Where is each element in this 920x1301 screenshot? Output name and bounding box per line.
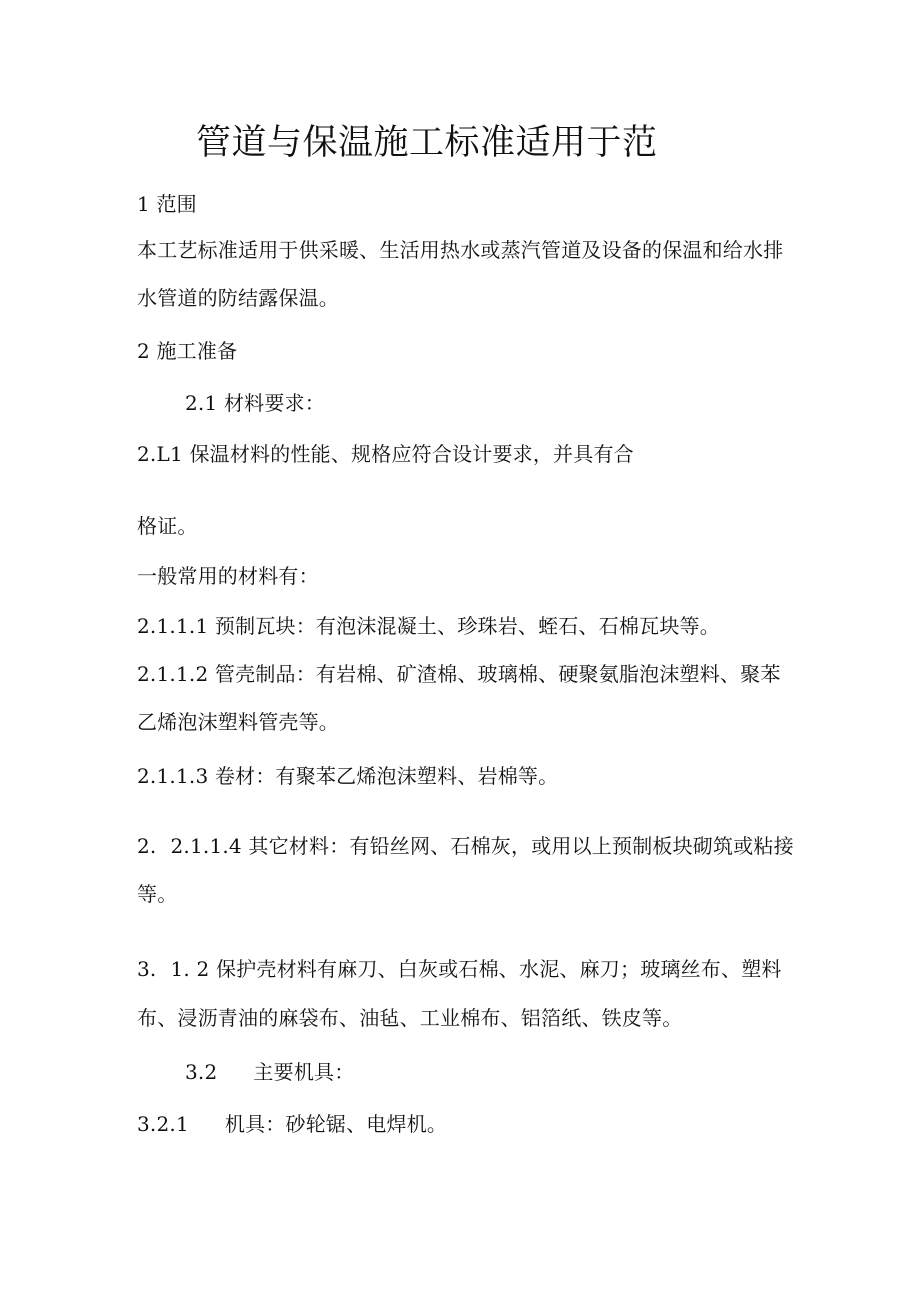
subsection-heading-tools	[185, 1058, 354, 1086]
paragraph-line: 水管道的防结露保温。	[137, 286, 339, 310]
paragraph-line: 布、浸沥青油的麻袋布、油毡、工业棉布、铝箔纸、铁皮等。	[137, 1006, 683, 1030]
list-text: 2.1.1.4 其它材料：有铅丝网、石棉灰，或用以上预制板块砌筑或粘接	[170, 834, 794, 858]
list-item-numbered	[137, 955, 782, 983]
list-item-numbered	[137, 1110, 447, 1138]
list-item: 2.1.1.3 卷材：有聚苯乙烯泡沫塑料、岩棉等。	[137, 764, 559, 788]
paragraph-line: 一般常用的材料有：	[137, 564, 319, 588]
subsection-heading-materials: 2.1 材料要求：	[185, 391, 325, 415]
section-heading-scope: 1 范围	[137, 192, 197, 216]
list-number: 3.2.1	[137, 1112, 189, 1136]
list-item: 2.1.1.2 管壳制品：有岩棉、矿渣棉、玻璃棉、硬聚氨脂泡沫塑料、聚苯	[137, 662, 781, 686]
paragraph-line: 乙烯泡沫塑料管壳等。	[137, 710, 339, 734]
section-number: 3.2	[185, 1060, 218, 1084]
list-item: 2.1.1.1 预制瓦块：有泡沫混凝土、珍珠岩、蛭石、石棉瓦块等。	[137, 614, 720, 638]
paragraph-line: 格证。	[137, 514, 198, 538]
section-title: 主要机具：	[253, 1060, 355, 1084]
list-text: 1. 2 保护壳材料有麻刀、白灰或石棉、水泥、麻刀；玻璃丝布、塑料	[170, 957, 782, 981]
list-number: 3.	[137, 957, 157, 981]
paragraph-line: 等。	[137, 882, 178, 906]
section-heading-preparation: 2 施工准备	[137, 339, 238, 363]
list-number: 2.	[137, 834, 157, 858]
paragraph-line: 本工艺标准适用于供采暖、生活用热水或蒸汽管道及设备的保温和给水排	[137, 238, 784, 262]
paragraph-line: 2.L1 保温材料的性能、规格应符合设计要求，并具有合	[137, 442, 634, 466]
list-item-numbered	[137, 832, 794, 860]
list-text: 机具：砂轮锯、电焊机。	[224, 1112, 448, 1136]
page-title: 管道与保温施工标准适用于范	[196, 123, 658, 163]
